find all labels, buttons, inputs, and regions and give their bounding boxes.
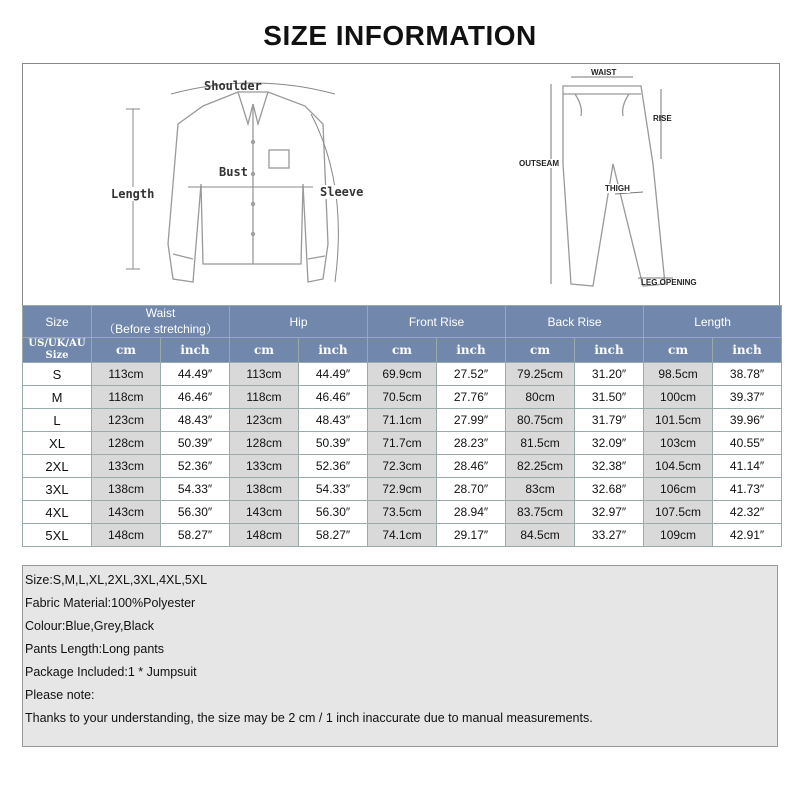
measurement-cell: 143cm (230, 501, 299, 524)
product-notes (22, 565, 778, 747)
length-label: Length (111, 187, 155, 201)
measurement-cell: 71.7cm (368, 432, 437, 455)
size-rows (23, 363, 782, 547)
size-cell: 3XL (23, 478, 92, 501)
measurement-cell: 98.5cm (644, 363, 713, 386)
measurement-cell: 83cm (506, 478, 575, 501)
size-cell: 2XL (23, 455, 92, 478)
rise-label: RISE (653, 114, 672, 123)
measurement-cell: 44.49″ (161, 363, 230, 386)
unit-inch: inch (713, 338, 782, 363)
measurement-cell: 31.79″ (575, 409, 644, 432)
measurement-cell: 138cm (230, 478, 299, 501)
measurement-cell: 29.17″ (437, 524, 506, 547)
measurement-cell: 54.33″ (299, 478, 368, 501)
measurement-cell: 28.23″ (437, 432, 506, 455)
measurement-cell: 32.38″ (575, 455, 644, 478)
measurement-cell: 118cm (230, 386, 299, 409)
waist-label: WAIST (591, 68, 617, 77)
measurement-cell: 42.91″ (713, 524, 782, 547)
measurement-cell: 32.68″ (575, 478, 644, 501)
measurement-cell: 74.1cm (368, 524, 437, 547)
outseam-label: OUTSEAM (519, 159, 559, 168)
measurement-cell: 58.27″ (299, 524, 368, 547)
sleeve-label: Sleeve (320, 185, 364, 199)
measurement-cell: 27.76″ (437, 386, 506, 409)
table-row (23, 501, 782, 524)
unit-inch: inch (299, 338, 368, 363)
measurement-cell: 128cm (230, 432, 299, 455)
measurement-cell: 118cm (92, 386, 161, 409)
measurement-cell: 79.25cm (506, 363, 575, 386)
unit-cm: cm (92, 338, 161, 363)
table-unit-row (23, 338, 782, 363)
measurement-cell: 27.99″ (437, 409, 506, 432)
measurement-cell: 73.5cm (368, 501, 437, 524)
measurement-cell: 143cm (92, 501, 161, 524)
measurement-cell: 56.30″ (299, 501, 368, 524)
size-cell: S (23, 363, 92, 386)
shoulder-label: Shoulder (204, 79, 262, 93)
measurement-cell: 28.46″ (437, 455, 506, 478)
measurement-cell: 113cm (92, 363, 161, 386)
measurement-cell: 104.5cm (644, 455, 713, 478)
note-please-note: Please note: (25, 688, 95, 702)
measurement-cell: 103cm (644, 432, 713, 455)
measurement-diagram (22, 63, 780, 306)
measurement-cell: 70.5cm (368, 386, 437, 409)
measurement-cell: 50.39″ (299, 432, 368, 455)
measurement-cell: 50.39″ (161, 432, 230, 455)
unit-cm: cm (230, 338, 299, 363)
measurement-cell: 109cm (644, 524, 713, 547)
note-sizes: Size:S,M,L,XL,2XL,3XL,4XL,5XL (25, 573, 208, 587)
table-row (23, 455, 782, 478)
note-pants-length: Pants Length:Long pants (25, 642, 165, 656)
measurement-cell: 71.1cm (368, 409, 437, 432)
measurement-cell: 44.49″ (299, 363, 368, 386)
measurement-cell: 56.30″ (161, 501, 230, 524)
measurement-cell: 28.70″ (437, 478, 506, 501)
measurement-cell: 58.27″ (161, 524, 230, 547)
table-row (23, 432, 782, 455)
table-row (23, 386, 782, 409)
measurement-cell: 27.52″ (437, 363, 506, 386)
size-cell: M (23, 386, 92, 409)
unit-cm: cm (368, 338, 437, 363)
measurement-cell: 82.25cm (506, 455, 575, 478)
measurement-cell: 101.5cm (644, 409, 713, 432)
unit-cm: cm (644, 338, 713, 363)
bust-label: Bust (219, 165, 248, 179)
measurement-cell: 84.5cm (506, 524, 575, 547)
measurement-cell: 106cm (644, 478, 713, 501)
measurement-cell: 133cm (230, 455, 299, 478)
table-row (23, 524, 782, 547)
measurement-cell: 80cm (506, 386, 575, 409)
measurement-cell: 52.36″ (299, 455, 368, 478)
table-row (23, 363, 782, 386)
table-header-row (23, 306, 782, 338)
measurement-cell: 31.20″ (575, 363, 644, 386)
measurement-cell: 113cm (230, 363, 299, 386)
length-header: Length (644, 306, 782, 338)
unit-inch: inch (161, 338, 230, 363)
note-package: Package Included:1 * Jumpsuit (25, 665, 197, 679)
measurement-cell: 81.5cm (506, 432, 575, 455)
measurement-cell: 39.96″ (713, 409, 782, 432)
back-rise-header: Back Rise (506, 306, 644, 338)
measurement-cell: 48.43″ (161, 409, 230, 432)
garment-illustrations (23, 64, 779, 305)
measurement-cell: 46.46″ (161, 386, 230, 409)
measurement-cell: 100cm (644, 386, 713, 409)
measurement-cell: 123cm (230, 409, 299, 432)
size-chart-table (22, 305, 782, 547)
note-fabric: Fabric Material:100%Polyester (25, 596, 196, 610)
measurement-cell: 31.50″ (575, 386, 644, 409)
measurement-cell: 32.97″ (575, 501, 644, 524)
waist-header: Waist （Before stretching） (92, 306, 230, 338)
measurement-cell: 133cm (92, 455, 161, 478)
measurement-cell: 128cm (92, 432, 161, 455)
measurement-cell: 40.55″ (713, 432, 782, 455)
size-cell: 5XL (23, 524, 92, 547)
unit-cm: cm (506, 338, 575, 363)
measurement-cell: 41.14″ (713, 455, 782, 478)
measurement-cell: 138cm (92, 478, 161, 501)
table-row (23, 478, 782, 501)
measurement-cell: 69.9cm (368, 363, 437, 386)
note-colour: Colour:Blue,Grey,Black (25, 619, 154, 633)
size-cell: XL (23, 432, 92, 455)
hip-header: Hip (230, 306, 368, 338)
size-header: Size (23, 306, 92, 338)
leg-opening-label: LEG OPENING (641, 278, 697, 287)
measurement-cell: 39.37″ (713, 386, 782, 409)
unit-inch: inch (575, 338, 644, 363)
measurement-cell: 72.9cm (368, 478, 437, 501)
measurement-cell: 52.36″ (161, 455, 230, 478)
table-row (23, 409, 782, 432)
measurement-cell: 80.75cm (506, 409, 575, 432)
measurement-cell: 38.78″ (713, 363, 782, 386)
measurement-cell: 42.32″ (713, 501, 782, 524)
measurement-cell: 54.33″ (161, 478, 230, 501)
measurement-cell: 123cm (92, 409, 161, 432)
unit-inch: inch (437, 338, 506, 363)
measurement-cell: 72.3cm (368, 455, 437, 478)
measurement-cell: 107.5cm (644, 501, 713, 524)
measurement-cell: 41.73″ (713, 478, 782, 501)
thigh-label: THIGH (605, 184, 630, 193)
measurement-cell: 33.27″ (575, 524, 644, 547)
measurement-cell: 46.46″ (299, 386, 368, 409)
measurement-cell: 48.43″ (299, 409, 368, 432)
measurement-cell: 148cm (92, 524, 161, 547)
size-cell: 4XL (23, 501, 92, 524)
measurement-cell: 32.09″ (575, 432, 644, 455)
measurement-cell: 83.75cm (506, 501, 575, 524)
measurement-cell: 148cm (230, 524, 299, 547)
page-title: SIZE INFORMATION (263, 20, 537, 51)
size-cell: L (23, 409, 92, 432)
front-rise-header: Front Rise (368, 306, 506, 338)
size-subheader: US/UK/AU Size (23, 338, 92, 363)
measurement-cell: 28.94″ (437, 501, 506, 524)
note-disclaimer: Thanks to your understanding, the size may be 2 cm / 1 inch inaccurate due to manual measurements. (25, 711, 593, 725)
